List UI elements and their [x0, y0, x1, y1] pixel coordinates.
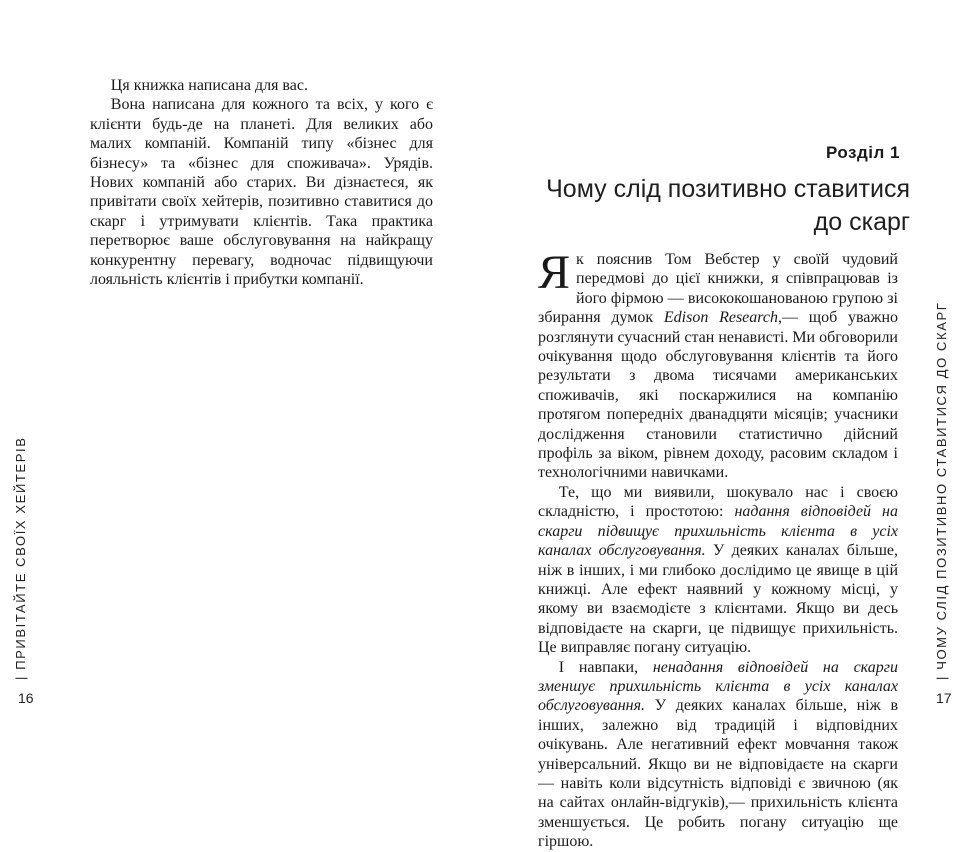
chapter-label: Розділ 1 — [825, 143, 900, 162]
running-head-text: | ПРИВІТАЙТЕ СВОЇХ ХЕЙТЕРІВ — [13, 436, 28, 680]
emphasis: Edison Research — [663, 309, 779, 327]
text-run: Те, що ми виявили, шокувало нас і своєю складністю, і простотою: — [538, 483, 898, 521]
drop-cap: Я — [538, 246, 571, 299]
running-head-left — [12, 380, 32, 680]
paragraph — [538, 483, 898, 658]
page-number: 16 — [18, 690, 34, 706]
running-head-right — [933, 301, 953, 680]
running-head-text: | ЧОМУ СЛІД ПОЗИТИВНО СТАВИТИСЯ ДО СКАРГ — [934, 301, 949, 680]
emphasis: надання відповідей на скарги підвищує прихильність клієнта в усіх каналах обслуговування. — [538, 503, 898, 560]
text-run: І навпаки, — [558, 658, 653, 676]
text-run: У деяких каналах більше, ніж в інших, залежно від традицій і відповідних очікувань. Але негативний ефект мовчання також універсальний. Якщо ви не відповідаєте на скарги — навіть коли відсутність відповіді є звичною (як на сайтах онлайн-відгуків),— прихильність клієнта зменшується. Це робить погану ситуацію ще гіршою. — [538, 697, 898, 851]
right-body-text — [538, 246, 899, 852]
paragraph: Ця книжка написана для вас. — [110, 77, 308, 94]
text-run: У деяких каналах більше, ніж в інших, і ми глибоко дослідимо це явище в цій книжці. Але ефект наявний у кожному місці, у якому ви взаємодієте з клієнтами. Якщо ви десь відповідаєте на скарги, це підвищує прихильність. Це виправляє погану ситуацію. — [538, 542, 899, 657]
page-number: 17 — [936, 690, 952, 706]
paragraph — [538, 658, 898, 852]
left-body-text — [90, 76, 433, 289]
text-run: ,— щоб уважно розглянути сучасний стан ненависті. Ми обговорили очікування щодо обслуговування клієнтів та його результати з двома тисячами американських споживачів, які поскаржилися на компанію протягом попередніх дванадцяти місяців; учасники дослідження становили статистично дійсний профіль за віком, рівнем доходу, расовим складом і технологічними навичками. — [538, 309, 899, 482]
right-page — [485, 0, 970, 851]
text-run: к пояснив Том Вебстер у своїй чудовий передмові до цієї книжки, я співпрацював із його фірмою — висококошанованою групою зі збирання думок — [538, 251, 898, 327]
paragraph — [538, 246, 899, 483]
emphasis: ненадання відповідей на скарги зменшує прихильність клієнта в усіх каналах обслуговування. — [538, 658, 899, 715]
paragraph: Вона написана для кожного та всіх, у кого є клієнти будь-де на планеті. Для великих або малих компаній. Компаній типу «бізнес для бізнесу» та «бізнес для споживача». Урядів. Нових компаній або старих. Ви дізнаєтеся, як привітати своїх хейтерів, позитивно ставитися до скарг і утримувати клієнтів. Така практика перетворює ваше обслуговування на найкращу конкурентну перевагу, водночас підвищуючи лояльність клієнтів і прибутки компанії. — [90, 96, 433, 289]
left-page — [0, 0, 485, 746]
chapter-title: Чому слід позитивно ставитися до скарг — [546, 175, 910, 236]
